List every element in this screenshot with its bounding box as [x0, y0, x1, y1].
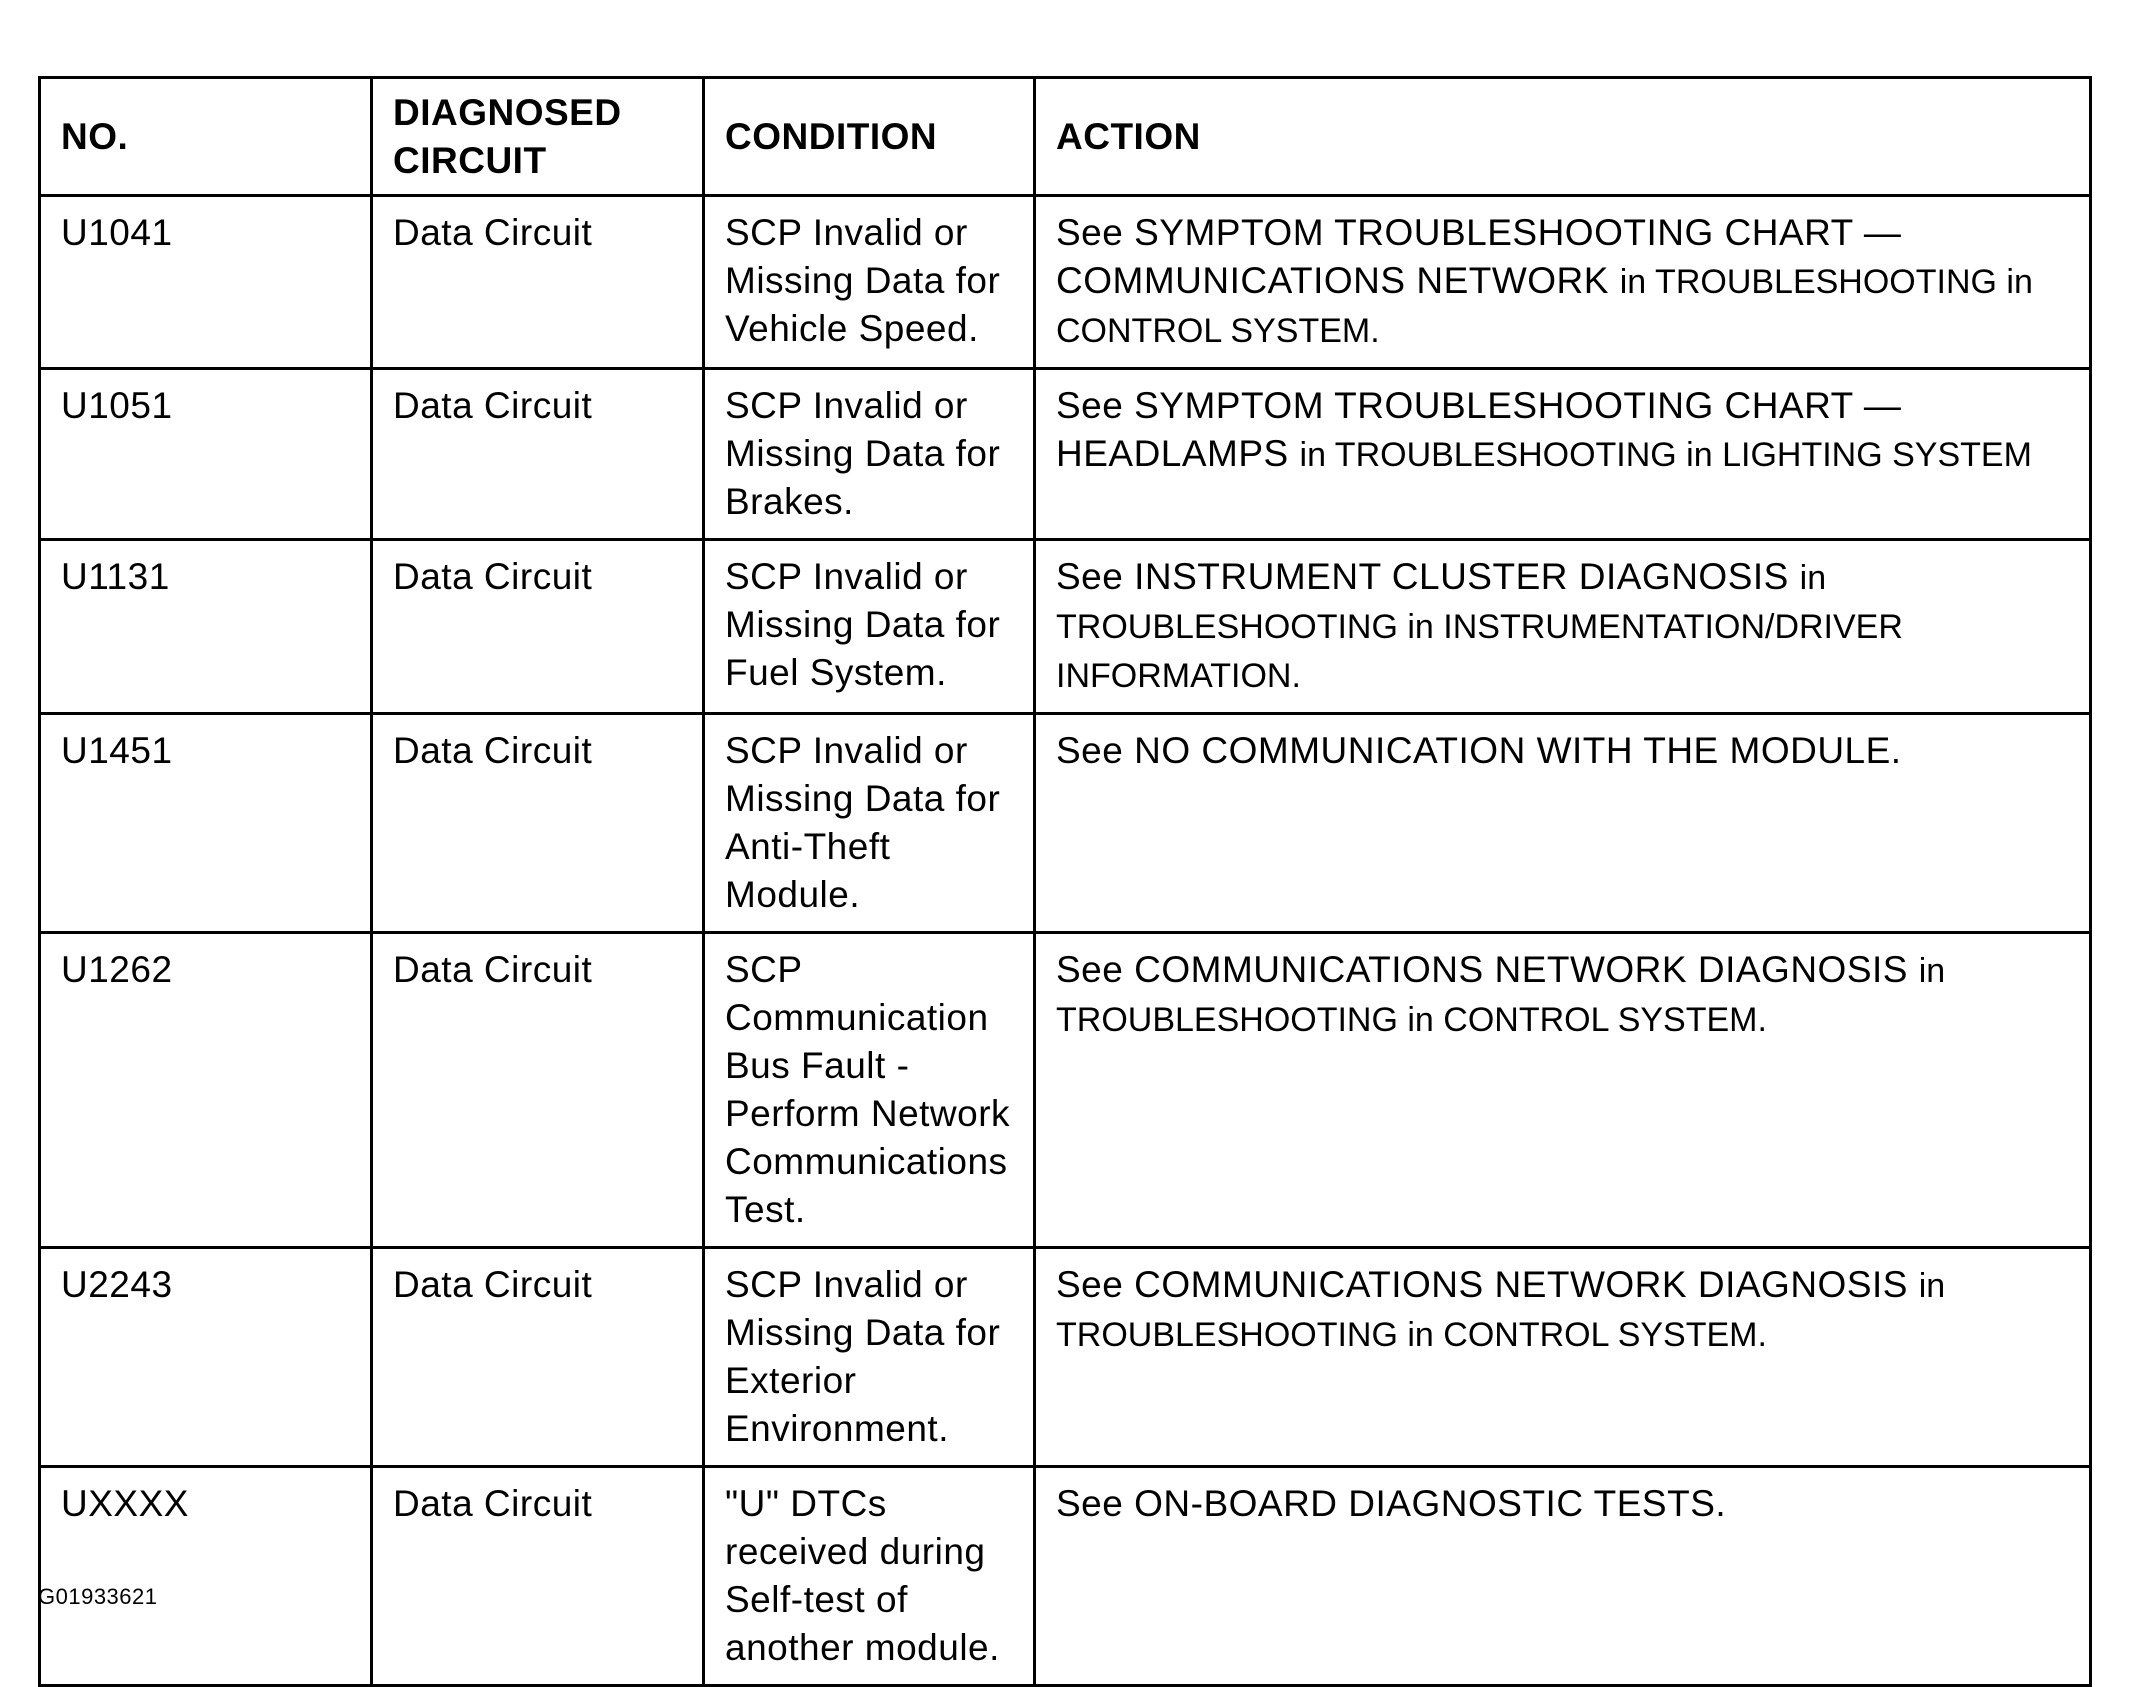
diagnosed-circuit: Data Circuit	[372, 1248, 704, 1467]
dtc-code: U1131	[40, 540, 372, 714]
action	[1035, 540, 2091, 714]
header-row	[40, 78, 2091, 196]
table-row	[40, 1467, 2091, 1686]
figure-id: G01933621	[38, 1584, 158, 1609]
condition: "U" DTCs received during Self-test of another module.	[704, 1467, 1035, 1686]
diagnosed-circuit: Data Circuit	[372, 933, 704, 1248]
diagnosed-circuit: Data Circuit	[372, 196, 704, 369]
header-no: NO.	[40, 78, 372, 196]
action-prefix: See	[1056, 1483, 1124, 1524]
action-reference: SYMPTOM TROUBLESHOOTING CHART — COMMUNICATIONS NETWORK	[1056, 212, 1902, 301]
action-location: in TROUBLESHOOTING in CONTROL SYSTEM.	[1056, 1267, 1946, 1354]
table-row	[40, 540, 2091, 714]
action-prefix: See	[1056, 949, 1124, 990]
action-reference: COMMUNICATIONS NETWORK DIAGNOSIS	[1134, 949, 1908, 990]
action-prefix: See	[1056, 556, 1124, 597]
condition: SCP Invalid or Missing Data for Fuel System.	[704, 540, 1035, 714]
action-prefix: See	[1056, 730, 1124, 771]
action	[1035, 1248, 2091, 1467]
header-condition: CONDITION	[704, 78, 1035, 196]
table-row	[40, 933, 2091, 1248]
condition: SCP Invalid or Missing Data for Exterior Environment.	[704, 1248, 1035, 1467]
diagnosed-circuit: Data Circuit	[372, 369, 704, 540]
action	[1035, 1467, 2091, 1686]
action	[1035, 369, 2091, 540]
dtc-code: UXXXX	[40, 1467, 372, 1686]
action	[1035, 196, 2091, 369]
dtc-code: U2243	[40, 1248, 372, 1467]
table-row	[40, 369, 2091, 540]
action-location: in TROUBLESHOOTING in CONTROL SYSTEM.	[1056, 952, 1946, 1039]
action-reference: ON-BOARD DIAGNOSTIC TESTS.	[1134, 1483, 1727, 1524]
action-reference: SYMPTOM TROUBLESHOOTING CHART — HEADLAMPS	[1056, 385, 1902, 474]
action-prefix: See	[1056, 1264, 1124, 1305]
diagnosed-circuit: Data Circuit	[372, 714, 704, 933]
dtc-code: U1051	[40, 369, 372, 540]
action-reference: NO COMMUNICATION WITH THE MODULE.	[1134, 730, 1902, 771]
header-diagnosed-circuit: DIAGNOSED CIRCUIT	[372, 78, 704, 196]
action	[1035, 933, 2091, 1248]
header-action: ACTION	[1035, 78, 2091, 196]
condition: SCP Invalid or Missing Data for Anti-Theft Module.	[704, 714, 1035, 933]
action-location: in TROUBLESHOOTING in LIGHTING SYSTEM	[1299, 436, 2032, 474]
condition: SCP Communication Bus Fault - Perform Network Communications Test.	[704, 933, 1035, 1248]
action	[1035, 714, 2091, 933]
condition: SCP Invalid or Missing Data for Brakes.	[704, 369, 1035, 540]
table-row	[40, 714, 2091, 933]
action-location: in TROUBLESHOOTING in CONTROL SYSTEM.	[1056, 263, 2033, 350]
table-row	[40, 1248, 2091, 1467]
condition: SCP Invalid or Missing Data for Vehicle Speed.	[704, 196, 1035, 369]
action-prefix: See	[1056, 212, 1124, 253]
action-reference: COMMUNICATIONS NETWORK DIAGNOSIS	[1134, 1264, 1908, 1305]
dtc-code: U1451	[40, 714, 372, 933]
dtc-table	[38, 76, 2092, 1687]
action-prefix: See	[1056, 385, 1124, 426]
action-location: in TROUBLESHOOTING in INSTRUMENTATION/DRIVER INFORMATION.	[1056, 559, 1903, 695]
dtc-code: U1262	[40, 933, 372, 1248]
dtc-code: U1041	[40, 196, 372, 369]
table-row	[40, 196, 2091, 369]
diagnosed-circuit: Data Circuit	[372, 540, 704, 714]
action-reference: INSTRUMENT CLUSTER DIAGNOSIS	[1134, 556, 1789, 597]
diagnosed-circuit: Data Circuit	[372, 1467, 704, 1686]
